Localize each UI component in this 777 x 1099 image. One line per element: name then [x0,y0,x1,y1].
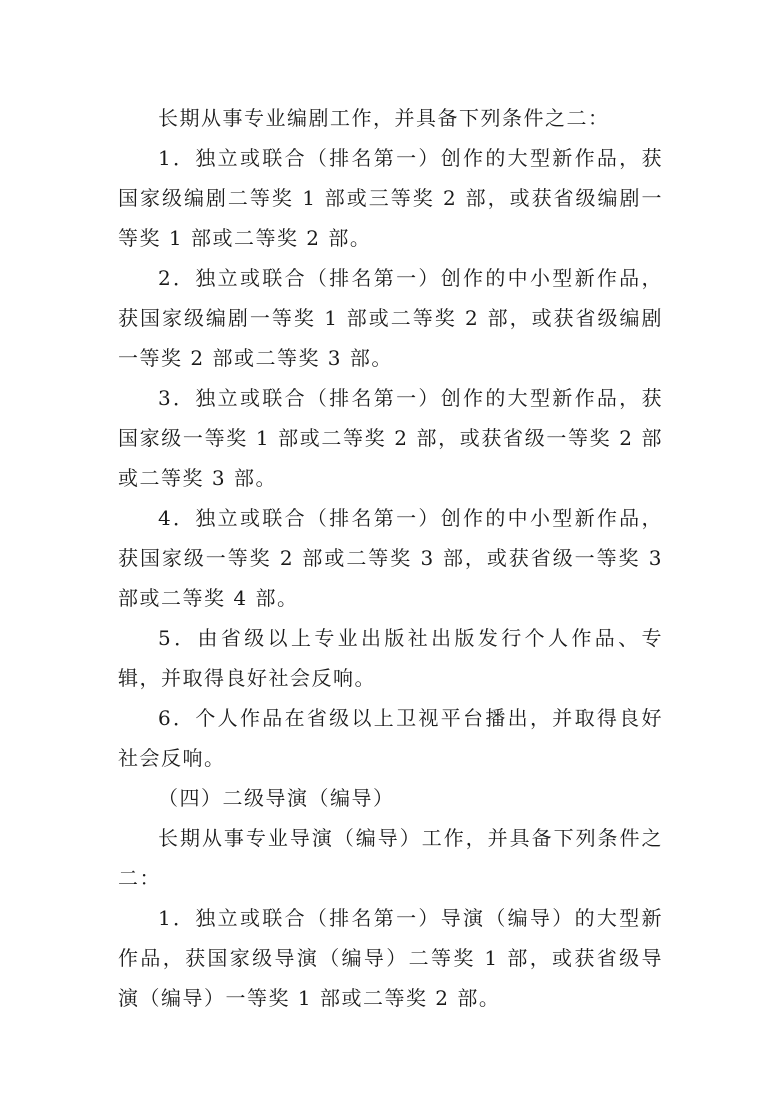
paragraph-intro-director: 长期从事专业导演（编导）工作，并具备下列条件之二： [118,826,663,890]
section-heading-director: （四）二级导演（编导） [158,786,395,810]
paragraph-item-6: 6．个人作品在省级以上卫视平台播出，并取得良好社会反响。 [118,706,663,770]
paragraph-item-1: 1．独立或联合（排名第一）创作的大型新作品，获国家级编剧二等奖 1 部或三等奖 2 部，或获省级编剧一等奖 1 部或二等奖 2 部。 [118,146,663,250]
document-body [118,98,663,1018]
paragraph-intro-writer: 长期从事专业编剧工作，并具备下列条件之二： [158,106,610,130]
paragraph-item-2: 2．独立或联合（排名第一）创作的中小型新作品，获国家级编剧一等奖 1 部或二等奖 2 部，或获省级编剧一等奖 2 部或二等奖 3 部。 [118,266,663,370]
paragraph-item-4: 4．独立或联合（排名第一）创作的中小型新作品，获国家级一等奖 2 部或二等奖 3 部，或获省级一等奖 3 部或二等奖 4 部。 [118,506,663,610]
paragraph-item-5: 5．由省级以上专业出版社出版发行个人作品、专辑，并取得良好社会反响。 [118,626,663,690]
paragraph-director-item-1: 1．独立或联合（排名第一）导演（编导）的大型新作品，获国家级导演（编导）二等奖 1 部，或获省级导演（编导）一等奖 1 部或二等奖 2 部。 [118,906,663,1010]
paragraph-item-3: 3．独立或联合（排名第一）创作的大型新作品，获国家级一等奖 1 部或二等奖 2 部，或获省级一等奖 2 部或二等奖 3 部。 [118,386,663,490]
